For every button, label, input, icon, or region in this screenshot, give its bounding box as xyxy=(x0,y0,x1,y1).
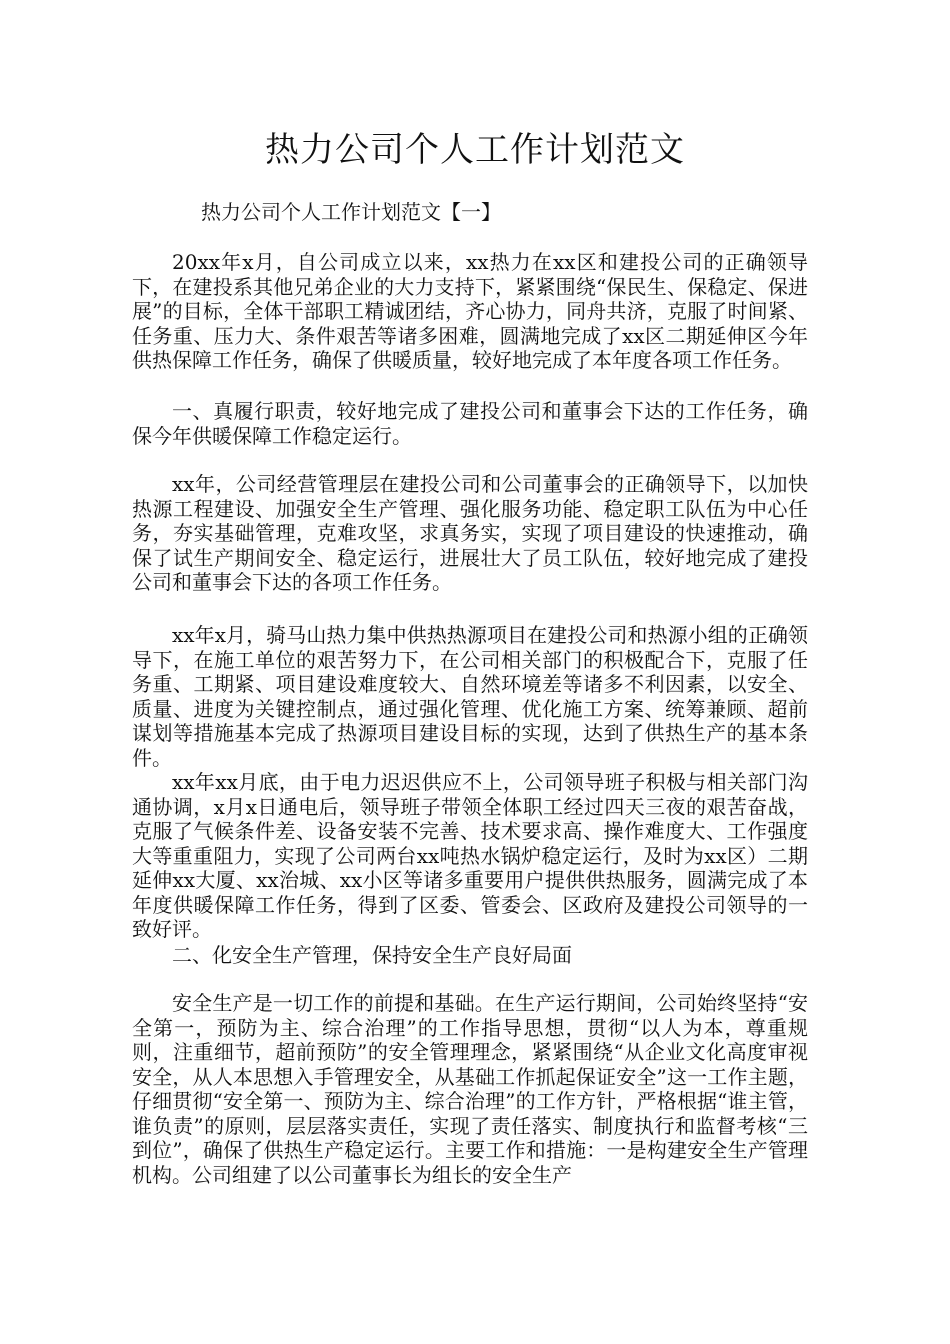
document-subtitle: 热力公司个人工作计划范文【一】 xyxy=(201,200,501,224)
paragraph-management: xx年，公司经营管理层在建投公司和公司董事会的正确领导下，以加快热源工程建设、加强安全生产管理、强化服务功能、稳定职工队伍为中心任务，夯实基础管理，克难攻坚，求真务实，实现了项目建设的快速推动，确保了试生产期间安全、稳定运行，进展壮大了员工队伍，较好地完成了建投公司和董事会下达的各项工作任务。 xyxy=(132,472,808,594)
paragraph-safety: 安全生产是一切工作的前提和基础。在生产运行期间，公司始终坚持“安全第一，预防为主、综合治理”的工作指导思想，贯彻“以人为本，尊重规则，注重细节，超前预防”的安全管理理念，紧紧围绕“从企业文化高度审视安全，从人本思想入手管理安全，从基础工作抓起保证安全”这一工作主题，仔细贯彻“安全第一、预防为主、综合治理”的工作方针，严格根据“谁主管，谁负责”的原则，层层落实责任，实现了责任落实、制度执行和监督考核“三到位”，确保了供热生产稳定运行。主要工作和措施：一是构建安全生产管理机构。公司组建了以公司董事长为组长的安全生产 xyxy=(132,991,808,1187)
section-heading-2: 二、化安全生产管理，保持安全生产良好局面 xyxy=(172,943,572,967)
paragraph-intro: 20xx年x月，自公司成立以来，xx热力在xx区和建投公司的正确领导下，在建投系其他兄弟企业的大力支持下，紧紧围绕“保民生、保稳定、保进展”的目标，全体干部职工精诚团结，齐心协力，同舟共济，克服了时间紧、任务重、压力大、条件艰苦等诸多困难，圆满地完成了xx区二期延伸区今年供热保障工作任务，确保了供暖质量，较好地完成了本年度各项工作任务。 xyxy=(132,250,808,372)
document-title: 热力公司个人工作计划范文 xyxy=(265,130,685,170)
section-heading-1: 一、真履行职责，较好地完成了建投公司和董事会下达的工作任务，确保今年供暖保障工作稳定运行。 xyxy=(132,399,808,448)
paragraph-power-supply: xx年xx月底，由于电力迟迟供应不上，公司领导班子积极与相关部门沟通协调，x月x日通电后，领导班子带领全体职工经过四天三夜的艰苦奋战，克服了气候条件差、设备安装不完善、技术要求高、操作难度大、工作强度大等重重阻力，实现了公司两台xx吨热水锅炉稳定运行，及时为xx区）二期延伸xx大厦、xx治城、xx小区等诸多重要用户提供供热服务，圆满完成了本年度供暖保障工作任务，得到了区委、管委会、区政府及建投公司领导的一致好评。 xyxy=(132,770,808,941)
paragraph-project: xx年x月，骑马山热力集中供热热源项目在建投公司和热源小组的正确领导下，在施工单位的艰苦努力下，在公司相关部门的积极配合下，克服了任务重、工期紧、项目建设难度较大、自然环境差等诸多不利因素，以安全、质量、进度为关键控制点，通过强化管理、优化施工方案、统筹兼顾、超前谋划等措施基本完成了热源项目建设目标的实现，达到了供热生产的基本条件。 xyxy=(132,623,808,770)
